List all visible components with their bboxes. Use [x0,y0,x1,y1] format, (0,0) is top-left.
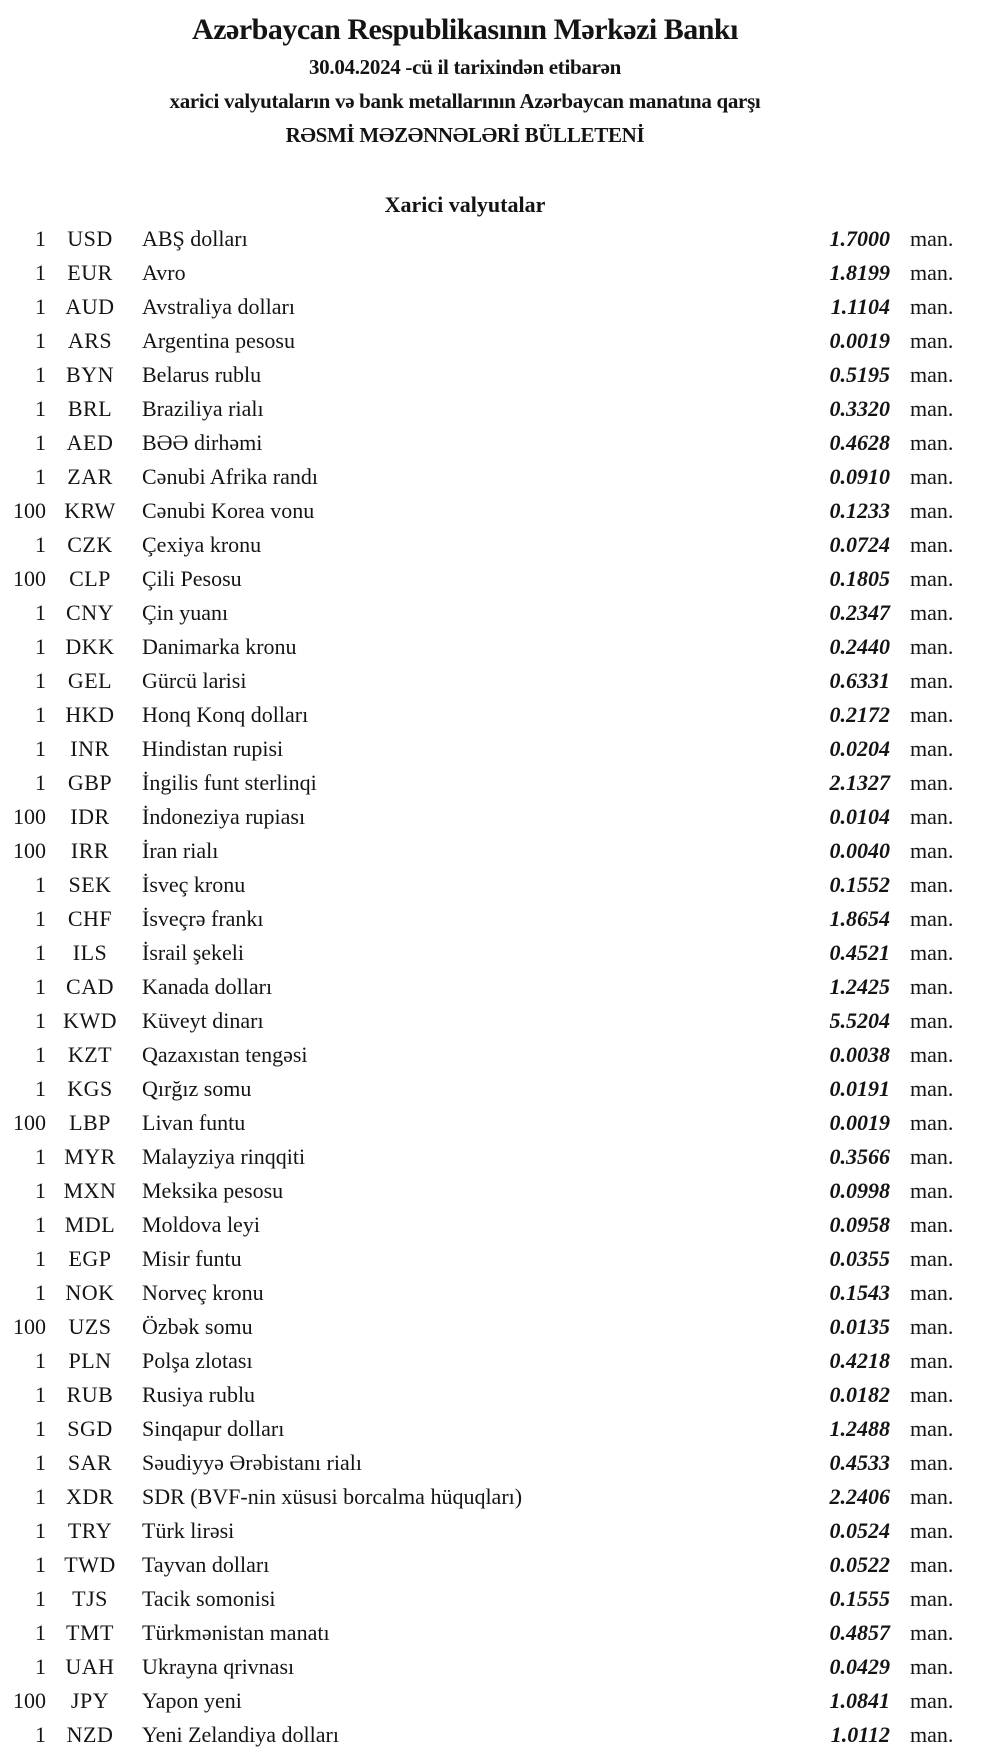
currency-quantity: 100 [13,1110,46,1135]
currency-unit: man. [910,328,954,353]
currency-row [0,1582,1000,1616]
currency-code: EUR [67,260,113,285]
currency-code: TRY [67,1518,113,1543]
currency-row [0,1208,1000,1242]
currency-row [0,1684,1000,1718]
currency-quantity: 1 [35,430,46,455]
currency-rate: 2.2406 [829,1484,890,1509]
effective-date-line: 30.04.2024 -cü il tarixindən etibarən [308,55,622,79]
currency-rate: 0.0135 [829,1314,890,1339]
currency-rate: 1.8199 [829,260,890,285]
currency-name: ABŞ dolları [142,226,248,251]
currency-code: MDL [64,1212,116,1237]
currency-unit: man. [910,1518,954,1543]
currency-code: GEL [67,668,113,693]
currency-rate: 0.0355 [829,1246,890,1271]
currency-quantity: 1 [35,226,46,251]
currency-unit: man. [910,396,954,421]
currency-name: Qazaxıstan tengəsi [142,1042,308,1067]
currency-row [0,460,1000,494]
currency-unit: man. [910,974,954,999]
currency-quantity: 100 [13,804,46,829]
currency-name: Avro [142,260,186,285]
currency-unit: man. [910,532,954,557]
currency-rate: 0.3566 [829,1144,890,1169]
currency-quantity: 1 [35,1178,46,1203]
currency-unit: man. [910,668,954,693]
currency-rate: 0.5195 [829,362,890,387]
currency-quantity: 1 [35,600,46,625]
currency-rate: 1.0841 [829,1688,890,1713]
currency-rate: 0.0522 [829,1552,890,1577]
currency-code: UAH [65,1654,115,1679]
currency-row [0,970,1000,1004]
currency-code: CHF [67,906,113,931]
currency-quantity: 1 [35,1382,46,1407]
currency-code: GBP [67,770,113,795]
currency-code: CAD [66,974,114,999]
currency-quantity: 100 [13,1688,46,1713]
currency-unit: man. [910,260,954,285]
currency-rate: 0.2347 [829,600,890,625]
currency-unit: man. [910,362,954,387]
currency-row [0,630,1000,664]
currency-name: İsveç kronu [142,872,246,897]
currency-quantity: 1 [35,1008,46,1033]
currency-unit: man. [910,906,954,931]
currency-unit: man. [910,1586,954,1611]
currency-rate: 0.1552 [829,872,890,897]
currency-name: Cənubi Afrika randı [142,464,318,489]
currency-unit: man. [910,872,954,897]
currency-rate: 0.1805 [829,566,890,591]
currency-row [0,902,1000,936]
currency-code: BRL [67,396,113,421]
currency-unit: man. [910,294,954,319]
document-header [0,10,930,152]
currency-name: Yeni Zelandiya dolları [142,1722,339,1747]
currency-row [0,1548,1000,1582]
currency-quantity: 1 [35,1620,46,1645]
currency-row [0,1276,1000,1310]
currency-rate: 1.1104 [830,294,890,319]
currency-row [0,1650,1000,1684]
currency-row [0,1446,1000,1480]
currency-name: Tayvan dolları [142,1552,270,1577]
currency-name: Belarus rublu [142,362,262,387]
currency-row [0,834,1000,868]
currency-unit: man. [910,1246,954,1271]
currency-code: KRW [64,498,116,523]
currency-rate: 0.0204 [829,736,890,761]
currency-name: Moldova leyi [142,1212,260,1237]
currency-rate: 0.1543 [829,1280,890,1305]
currency-code: CLP [69,566,111,591]
currency-code: TJS [72,1586,108,1611]
currency-quantity: 1 [35,1280,46,1305]
currency-code: PLN [68,1348,112,1373]
currency-row [0,426,1000,460]
currency-rate: 0.0019 [829,328,890,353]
currency-name: İngilis funt sterlinqi [142,770,317,795]
currency-row [0,1004,1000,1038]
currency-quantity: 1 [35,736,46,761]
currency-rates-table [0,222,1000,1752]
currency-name: Türk lirəsi [142,1518,235,1543]
currency-quantity: 1 [35,1416,46,1441]
currency-name: BƏƏ dirhəmi [142,430,263,455]
currency-rate: 0.4533 [829,1450,890,1475]
currency-unit: man. [910,702,954,727]
currency-quantity: 1 [35,1212,46,1237]
currency-name: Ukrayna qrivnası [142,1654,295,1679]
currency-code: KGS [67,1076,113,1101]
currency-name: Braziliya rialı [142,396,264,421]
currency-rate: 0.4628 [829,430,890,455]
currency-rate: 0.0524 [829,1518,890,1543]
currency-quantity: 1 [35,294,46,319]
currency-code: EGP [68,1246,112,1271]
currency-name: Özbək somu [142,1314,253,1339]
currency-quantity: 1 [35,464,46,489]
currency-unit: man. [910,1212,954,1237]
currency-rate: 0.2440 [829,634,890,659]
currency-rate: 1.2425 [829,974,890,999]
currency-rate: 0.1555 [829,1586,890,1611]
currency-row [0,222,1000,256]
currency-unit: man. [910,1280,954,1305]
currency-rate: 0.1233 [829,498,890,523]
currency-row [0,732,1000,766]
currency-rate: 0.0182 [829,1382,890,1407]
currency-code: RUB [66,1382,114,1407]
currency-code: SEK [68,872,112,897]
currency-code: USD [67,226,113,251]
currency-quantity: 1 [35,1586,46,1611]
currency-quantity: 1 [35,1722,46,1747]
currency-rate: 0.0040 [829,838,890,863]
currency-quantity: 1 [35,906,46,931]
currency-row [0,1378,1000,1412]
currency-unit: man. [910,634,954,659]
currency-name: İsveçrə frankı [142,906,264,931]
currency-name: Çexiya kronu [142,532,262,557]
currency-unit: man. [910,1688,954,1713]
currency-row [0,562,1000,596]
currency-code: UZS [68,1314,112,1339]
currency-name: Argentina pesosu [142,328,295,353]
currency-quantity: 1 [35,974,46,999]
currency-row [0,1140,1000,1174]
currency-code: JPY [70,1688,110,1713]
currency-code: SAR [67,1450,113,1475]
currency-unit: man. [910,498,954,523]
currency-unit: man. [910,1144,954,1169]
currency-name: Sinqapur dolları [142,1416,285,1441]
currency-code: IDR [70,804,110,829]
currency-quantity: 100 [13,498,46,523]
currency-unit: man. [910,1008,954,1033]
currency-quantity: 1 [35,362,46,387]
currency-code: CZK [67,532,113,557]
currency-rate: 2.1327 [829,770,890,795]
currency-unit: man. [910,1076,954,1101]
currency-unit: man. [910,226,954,251]
currency-rate: 5.5204 [829,1008,890,1033]
currency-quantity: 1 [35,1552,46,1577]
currency-unit: man. [910,1178,954,1203]
currency-row [0,1480,1000,1514]
currency-name: Cənubi Korea vonu [142,498,315,523]
currency-rate: 0.2172 [829,702,890,727]
currency-rate: 1.2488 [829,1416,890,1441]
currency-name: Səudiyyə Ərəbistanı rialı [142,1450,362,1475]
currency-quantity: 1 [35,634,46,659]
currency-name: Gürcü larisi [142,668,247,693]
currency-name: Kanada dolları [142,974,273,999]
currency-code: CNY [66,600,114,625]
currency-rate: 0.0724 [829,532,890,557]
currency-quantity: 1 [35,1518,46,1543]
currency-row [0,766,1000,800]
currency-code: MXN [63,1178,117,1203]
currency-row [0,1616,1000,1650]
currency-quantity: 1 [35,872,46,897]
currency-rate: 0.0429 [829,1654,890,1679]
currency-code: KZT [67,1042,113,1067]
currency-row [0,800,1000,834]
subject-line: xarici valyutaların və bank metallarının Azərbaycan manatına qarşı [169,89,761,113]
currency-row [0,1174,1000,1208]
currency-name: Polşa zlotası [142,1348,253,1373]
currency-rate: 1.7000 [829,226,890,251]
currency-name: Tacik somonisi [142,1586,276,1611]
currency-row [0,596,1000,630]
currency-unit: man. [910,770,954,795]
currency-unit: man. [910,600,954,625]
currency-unit: man. [910,1042,954,1067]
currency-code: TWD [64,1552,116,1577]
currency-name: SDR (BVF-nin xüsusi borcalma hüquqları) [142,1484,523,1509]
currency-name: İran rialı [142,838,219,863]
currency-rate: 0.4521 [829,940,890,965]
currency-rate: 0.3320 [829,396,890,421]
currency-row [0,256,1000,290]
currency-row [0,1106,1000,1140]
currency-unit: man. [910,1382,954,1407]
currency-name: Yapon yeni [142,1688,242,1713]
currency-code: HKD [65,702,115,727]
currency-quantity: 1 [35,396,46,421]
currency-rate: 0.0038 [829,1042,890,1067]
currency-rate: 0.4857 [829,1620,890,1645]
currency-name: Çili Pesosu [142,566,242,591]
currency-row [0,494,1000,528]
currency-unit: man. [910,838,954,863]
currency-quantity: 1 [35,1144,46,1169]
currency-rate: 1.8654 [829,906,890,931]
currency-quantity: 1 [35,532,46,557]
currency-name: Rusiya rublu [142,1382,256,1407]
currency-code: IRR [70,838,110,863]
currency-code: AUD [65,294,115,319]
currency-unit: man. [910,1314,954,1339]
currency-rate: 0.0019 [829,1110,890,1135]
currency-row [0,358,1000,392]
currency-name: İsrail şekeli [142,940,245,965]
currency-code: BYN [66,362,114,387]
currency-name: Qırğız somu [142,1076,252,1101]
currency-row [0,1412,1000,1446]
currency-name: İndoneziya rupiası [142,804,306,829]
currency-code: MYR [64,1144,116,1169]
currency-unit: man. [910,804,954,829]
currency-code: ZAR [67,464,113,489]
currency-row [0,324,1000,358]
currency-unit: man. [910,1348,954,1373]
currency-row [0,528,1000,562]
currency-unit: man. [910,1450,954,1475]
currency-rate: 1.0112 [830,1722,890,1747]
currency-row [0,868,1000,902]
currency-name: Malayziya rinqqiti [142,1144,306,1169]
currency-name: Türkmənistan manatı [142,1620,330,1645]
currency-rate: 0.0104 [829,804,890,829]
currency-quantity: 1 [35,1076,46,1101]
currency-code: XDR [66,1484,114,1509]
currency-unit: man. [910,1654,954,1679]
currency-quantity: 1 [35,1484,46,1509]
currency-quantity: 1 [35,1654,46,1679]
currency-quantity: 1 [35,770,46,795]
currency-unit: man. [910,736,954,761]
currency-row [0,1072,1000,1106]
currency-unit: man. [910,464,954,489]
currency-row [0,1242,1000,1276]
currency-unit: man. [910,1722,954,1747]
bulletin-title: RƏSMİ MƏZƏNNƏLƏRİ BÜLLETENİ [285,123,645,147]
currency-quantity: 100 [13,838,46,863]
currency-row [0,290,1000,324]
currency-code: ARS [67,328,113,353]
currency-quantity: 1 [35,1450,46,1475]
currency-unit: man. [910,1552,954,1577]
currency-name: Çin yuanı [142,600,229,625]
currency-code: NZD [66,1722,114,1747]
currency-row [0,1718,1000,1752]
currency-unit: man. [910,940,954,965]
currency-unit: man. [910,1620,954,1645]
currency-code: AED [66,430,114,455]
currency-name: Avstraliya dolları [142,294,295,319]
currency-quantity: 1 [35,1246,46,1271]
currency-row [0,698,1000,732]
currency-row [0,1344,1000,1378]
currency-rate: 0.0191 [829,1076,890,1101]
currency-rate: 0.0910 [829,464,890,489]
currency-code: NOK [65,1280,115,1305]
currency-quantity: 100 [13,566,46,591]
currency-code: ILS [72,940,108,965]
currency-unit: man. [910,1416,954,1441]
currency-name: Danimarka kronu [142,634,297,659]
currency-quantity: 1 [35,668,46,693]
currency-code: LBP [69,1110,111,1135]
currency-row [0,1038,1000,1072]
currency-row [0,664,1000,698]
currency-rate: 0.0998 [829,1178,890,1203]
currency-quantity: 1 [35,702,46,727]
currency-quantity: 1 [35,260,46,285]
currency-code: SGD [67,1416,113,1441]
currency-code: KWD [62,1008,118,1033]
currency-row [0,1310,1000,1344]
currency-name: Norveç kronu [142,1280,264,1305]
currency-row [0,936,1000,970]
bank-title: Azərbaycan Respublikasının Mərkəzi Bankı [192,13,738,46]
currency-code: DKK [65,634,115,659]
currency-unit: man. [910,430,954,455]
currency-unit: man. [910,1110,954,1135]
section-title-foreign-currencies: Xarici valyutalar [384,192,546,217]
currency-quantity: 1 [35,1348,46,1373]
currency-code: INR [70,736,110,761]
currency-row [0,392,1000,426]
currency-rate: 0.6331 [829,668,890,693]
currency-unit: man. [910,566,954,591]
currency-unit: man. [910,1484,954,1509]
currency-name: Livan funtu [142,1110,246,1135]
currency-row [0,1514,1000,1548]
currency-name: Küveyt dinarı [142,1008,264,1033]
currency-quantity: 1 [35,940,46,965]
currency-name: Meksika pesosu [142,1178,284,1203]
currency-name: Honq Konq dolları [142,702,309,727]
currency-name: Misir funtu [142,1246,242,1271]
currency-rate: 0.0958 [829,1212,890,1237]
currency-quantity: 100 [13,1314,46,1339]
currency-rate: 0.4218 [829,1348,890,1373]
currency-code: TMT [66,1620,114,1645]
currency-name: Hindistan rupisi [142,736,284,761]
currency-quantity: 1 [35,328,46,353]
currency-quantity: 1 [35,1042,46,1067]
